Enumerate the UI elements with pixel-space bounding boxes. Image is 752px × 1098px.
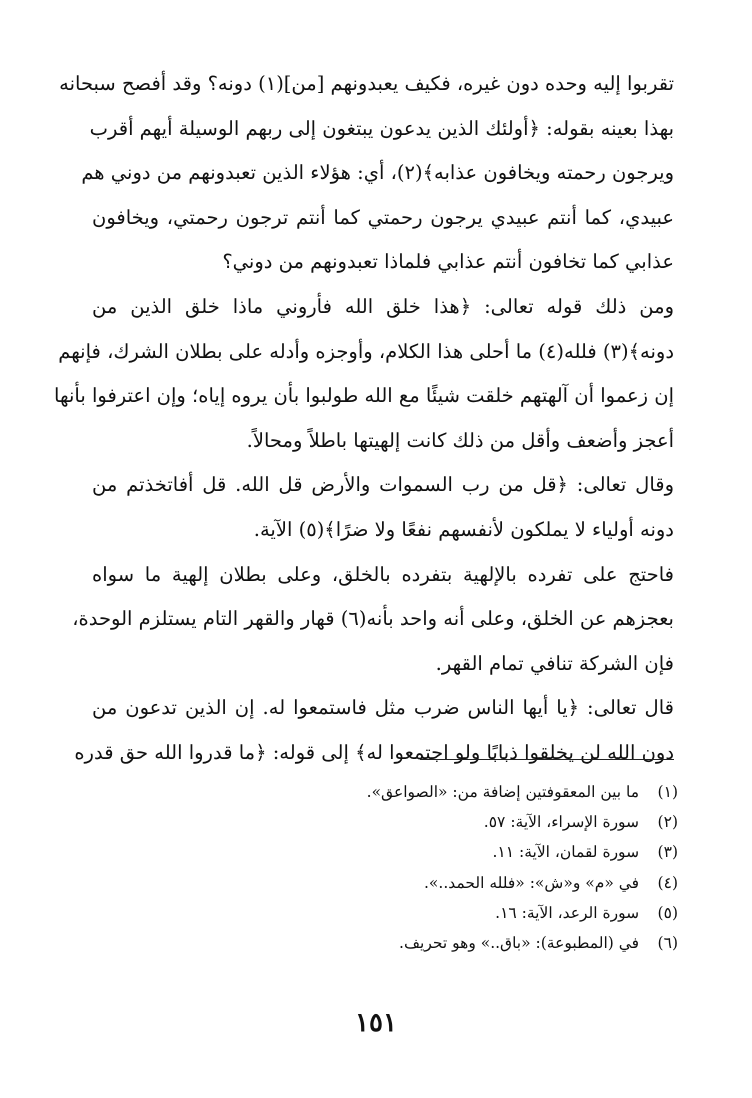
footnote-number: (٢) — [657, 813, 678, 832]
footnote-number: (٣) — [657, 843, 678, 862]
text-line: تقربوا إليه وحده دون غيره، فكيف يعبدونهم [من](١) دونه؟ وقد أفصح سبحانه — [59, 72, 674, 95]
text-line: وقال تعالى: ﴿قل من رب السموات والأرض قل الله. قل أفاتخذتم من — [92, 473, 674, 497]
text-line: قال تعالى: ﴿يا أيها الناس ضرب مثل فاستمعوا له. إن الذين تدعون من — [92, 696, 674, 720]
text-line: فاحتج على تفرده بالإلهية بتفرده بالخلق، وعلى بطلان إلهية ما سواه — [92, 562, 674, 586]
footnote-number: (٥) — [657, 903, 678, 922]
text-line: دون الله لن يخلقوا ذبابًا ولو اجتمعوا له﴾ إلى قوله: ﴿ما قدروا الله حق قدره — [74, 740, 674, 764]
footnote-number: (٦) — [657, 934, 678, 953]
footnote-text: سورة لقمان، الآية: ١١. — [492, 843, 640, 862]
page-number: ١٥١ — [355, 1008, 397, 1038]
text-line: ومن ذلك قوله تعالى: ﴿هذا خلق الله فأروني ماذا خلق الذين من — [92, 294, 674, 318]
footnote-item — [150, 777, 678, 807]
text-line: بعجزهم عن الخلق، وعلى أنه واحد بأنه(٦) قهار والقهر التام يستلزم الوحدة، — [72, 607, 674, 631]
footnote-number: (٤) — [657, 873, 678, 892]
footnote-number: (١) — [657, 783, 678, 801]
footnote-item — [150, 928, 678, 958]
text-line: عذابي كما تخافون أنتم عذابي فلماذا تعبدونهم من دوني؟ — [222, 250, 674, 274]
text-line: دونه أولياء لا يملكون لأنفسهم نفعًا ولا ضرًا﴾(٥) الآية. — [253, 517, 674, 541]
footnote-text: في «م» و«ش»: «فلله الحمد..». — [424, 873, 640, 892]
text-line: دونه﴾(٣) فلله(٤) ما أحلى هذا الكلام، وأوجزه وأدله على بطلان الشرك، فإنهم — [58, 339, 674, 363]
footnote-text: سورة الإسراء، الآية: ٥٧. — [483, 813, 640, 832]
main-text — [54, 62, 674, 776]
text-line: عبيدي، كما أنتم عبيدي يرجون رحمتي كما أنتم ترجون رحمتي، ويخافون — [92, 205, 674, 229]
footnote-text: ما بين المعقوفتين إضافة من: «الصواعق». — [366, 783, 640, 801]
text-line: إن زعموا أن آلهتهم خلقت شيئًا مع الله طولبوا بأن يروه إياه؛ وإن اعترفوا بأنها — [54, 384, 674, 408]
footnote-item — [150, 807, 678, 837]
footnote-text: سورة الرعد، الآية: ١٦. — [495, 903, 640, 922]
footnote-item — [150, 898, 678, 928]
text-line: أعجز وأضعف وأقل من ذلك كانت إلهيتها باطلاً ومحالاً. — [246, 428, 674, 452]
footnotes — [150, 777, 678, 958]
footnote-item — [150, 868, 678, 898]
footnote-divider — [420, 759, 674, 760]
footnote-text: في (المطبوعة): «باق..» وهو تحريف. — [399, 934, 640, 953]
text-line: فإن الشركة تنافي تمام القهر. — [435, 651, 674, 675]
footnote-item — [150, 837, 678, 867]
text-line: ويرجون رحمته ويخافون عذابه﴾(٢)، أي: هؤلاء الذين تعبدونهم من دوني هم — [81, 161, 674, 185]
text-line: بهذا بعينه بقوله: ﴿أولئك الذين يدعون يبتغون إلى ربهم الوسيلة أيهم أقرب — [89, 116, 674, 140]
